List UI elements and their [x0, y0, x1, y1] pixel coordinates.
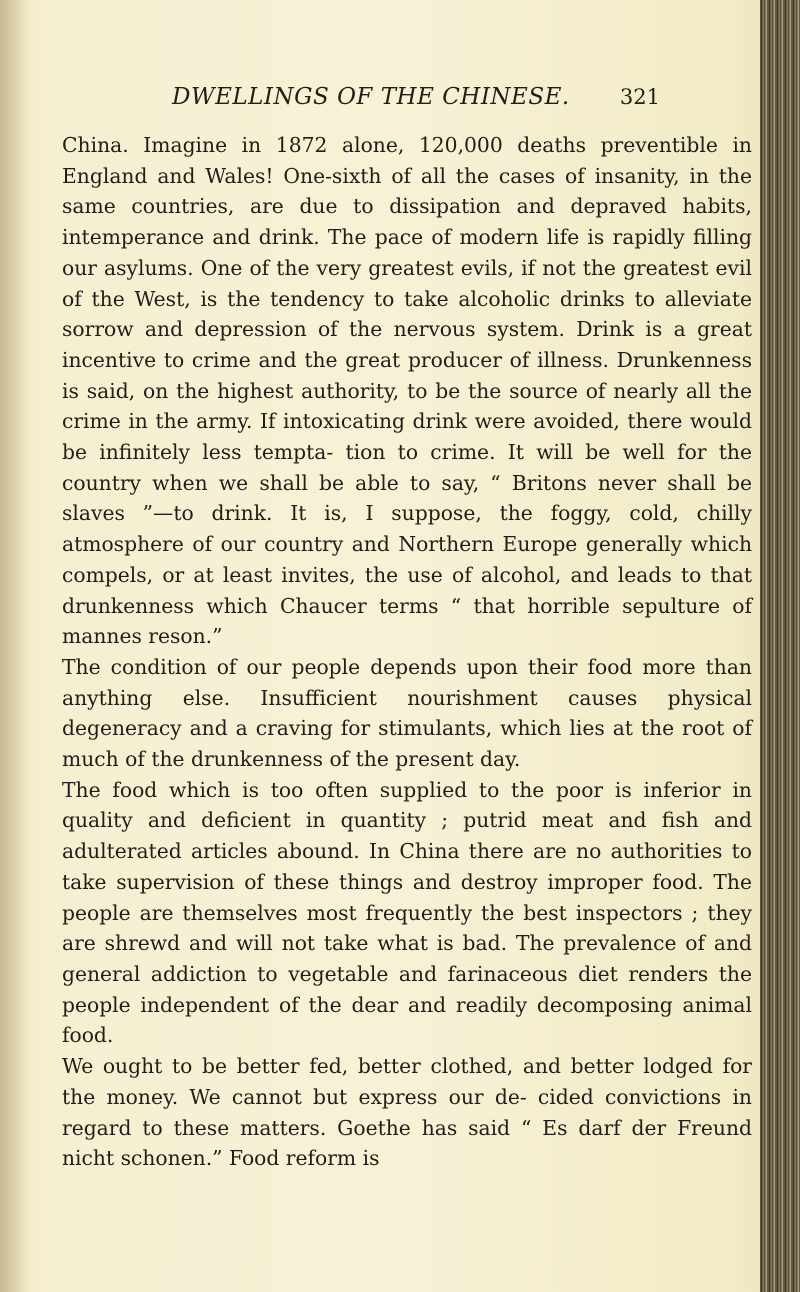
body-text: [62, 130, 752, 1174]
gutter-shadow: [0, 0, 30, 1292]
paragraph: China. Imagine in 1872 alone, 120,000 deaths preventible in England and Wales! One-sixth of all the cases of insanity, in the same countries, are due to dissipation and depraved habits, intemperance and drink. The pace of modern life is rapidly filling our asylums. One of the very greatest evils, if not the greatest evil of the West, is the tendency to take alcoholic drinks to alleviate sorrow and depression of the nervous system. Drink is a great incentive to crime and the great producer of illness. Drunkenness is said, on the highest authority, to be the source of nearly all the crime in the army. If intoxicating drink were avoided, there would be infinitely less tempta- tion to crime. It will be well for the country when we shall be able to say, “ Britons never shall be slaves ”—to drink. It is, I suppose, the foggy, cold, chilly atmosphere of our country and Northern Europe generally which compels, or at least invites, the use of alcohol, and leads to that drunkenness which Chaucer terms “ that horrible sepulture of mannes reson.”: [62, 133, 752, 649]
paragraph: The food which is too often supplied to the poor is inferior in quality and deficient in quantity ; putrid meat and fish and adulterated articles abound. In China there are no authorities to take supervision of these things and destroy improper food. The people are themselves most frequently the best inspectors ; they are shrewd and will not take what is bad. The prevalence of and general addiction to vegetable and farinaceous diet renders the people independent of the dear and readily decomposing animal food.: [62, 777, 752, 1048]
page-number: 321: [619, 85, 660, 109]
paragraph: The condition of our people depends upon their food more than anything else. Insufficient nourishment causes physical degeneracy and a craving for stimulants, which lies at the root of much of the drunkenness of the present day.: [62, 654, 752, 772]
running-head: DWELLINGS OF THE CHINESE.: [172, 84, 570, 110]
page-header: [60, 80, 750, 114]
page-edge-stack: [760, 0, 800, 1292]
paragraph: We ought to be better fed, better clothed, and better lodged for the money. We cannot but express our de- cided convictions in regard to these matters. Goethe has said “ Es darf der Freund nicht schonen.” Food reform is: [62, 1054, 752, 1171]
